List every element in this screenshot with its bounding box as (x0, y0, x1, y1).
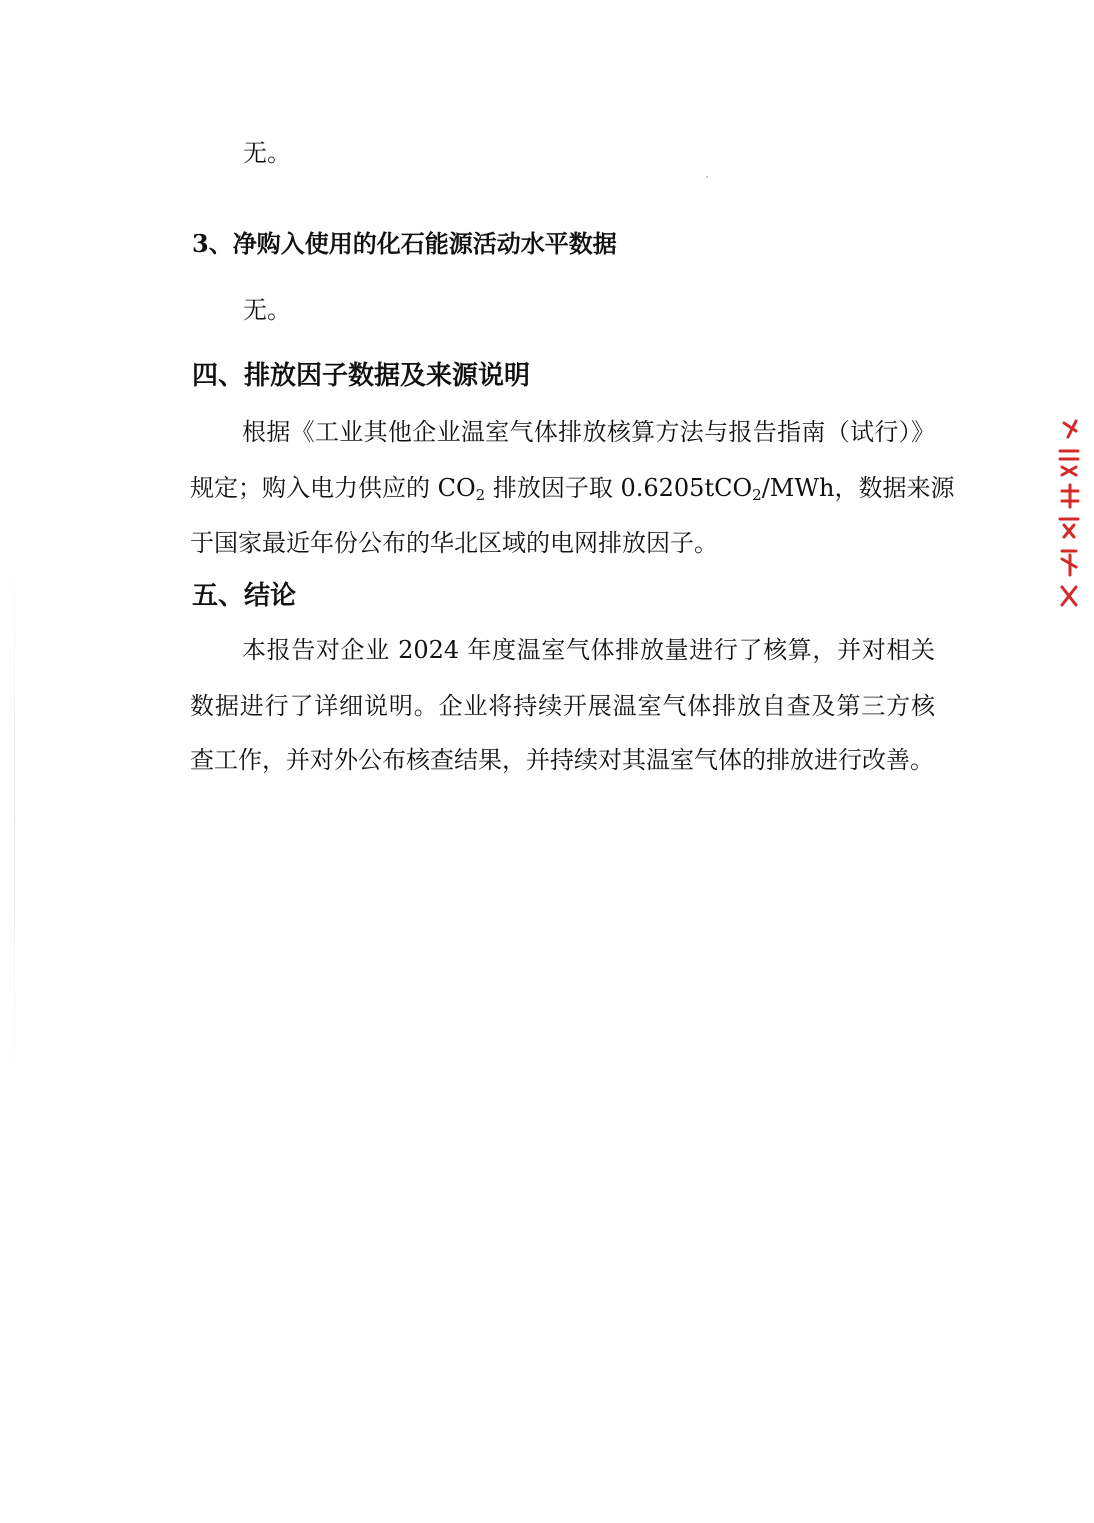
red-seal-edge-stamp (1050, 415, 1090, 615)
scan-speck (706, 176, 708, 178)
scan-edge-shadow (14, 560, 15, 1080)
section-4-line-2-part-a: 规定；购入电力供应的 CO (190, 474, 476, 502)
section-4-heading: 四、排放因子数据及来源说明 (192, 361, 531, 391)
section-5-para-line-3: 查工作，并对外公布核查结果，并持续对其温室气体的排放进行改善。 (190, 746, 934, 774)
section-4-para-line-3: 于国家最近年份公布的华北区域的电网排放因子。 (190, 529, 718, 557)
co2-subscript-1: 2 (475, 486, 486, 504)
section-5-heading: 五、结论 (192, 581, 297, 611)
section-4-line-2-part-b: 排放因子取 0.6205tCO (485, 474, 753, 502)
section-5-para-line-1: 本报告对企业 2024 年度温室气体排放量进行了核算，并对相关 (242, 636, 935, 664)
section-3-heading: 3、净购入使用的化石能源活动水平数据 (192, 229, 617, 258)
none-text-2: 无。 (243, 296, 291, 324)
co2-subscript-2: 2 (752, 486, 762, 504)
section-4-para-line-1: 根据《工业其他企业温室气体排放核算方法与报告指南（试行）》 (242, 418, 935, 446)
section-4-line-2-part-c: /MWh，数据来源 (761, 474, 955, 502)
none-text-1: 无。 (243, 139, 291, 167)
section-4-para-line-2 (190, 472, 955, 505)
section-5-para-line-2: 数据进行了详细说明。企业将持续开展温室气体排放自查及第三方核 (190, 692, 935, 720)
